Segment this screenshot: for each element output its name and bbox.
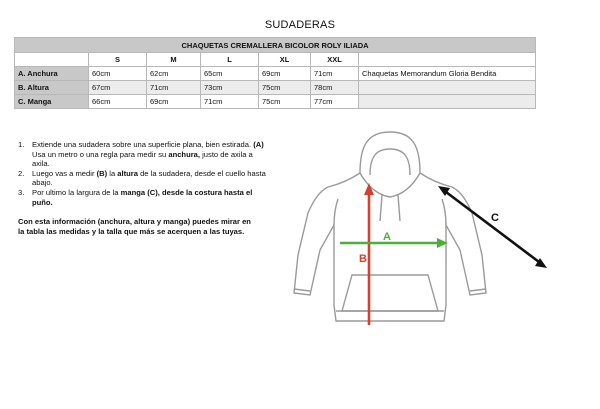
row-label: A. Anchura <box>15 67 89 81</box>
table-cell: 62cm <box>147 67 201 81</box>
table-cell: 77cm <box>311 95 359 109</box>
instruction-step <box>18 188 268 207</box>
table-cell: 65cm <box>201 67 259 81</box>
row-label: C. Manga <box>15 95 89 109</box>
table-cell: 67cm <box>89 81 147 95</box>
step-text: Extiende una sudadera sobre una superficie plana, bien estirada. <box>32 140 254 149</box>
label-a: A <box>383 231 391 243</box>
table-cell: 60cm <box>89 67 147 81</box>
summary-text: Con esta información (anchura, altura y manga) puedes mirar en la tabla las medidas y la talla que más se acerquen a las tuyas. <box>18 217 251 236</box>
step-emphasis: (B) <box>96 168 108 178</box>
step-text: de la sudadera, desde el cuello hasta abajo. <box>32 168 266 188</box>
table-blank-cell <box>359 81 536 95</box>
instruction-step <box>18 140 268 169</box>
step-number: 1. <box>18 140 25 149</box>
table-row <box>15 95 536 109</box>
table-cell: 78cm <box>311 81 359 95</box>
size-header: S <box>89 53 147 67</box>
hoodie-measurement-diagram <box>290 125 560 330</box>
size-header-row <box>15 53 536 67</box>
table-cell: 71cm <box>147 81 201 95</box>
step-text: justo de axila a axila. <box>32 149 253 169</box>
step-emphasis: anchura, <box>168 149 200 159</box>
instruction-step <box>18 169 268 188</box>
page-title: SUDADERAS <box>264 19 336 31</box>
header-blank-cell <box>359 53 536 67</box>
label-b: B <box>359 253 367 265</box>
step-text: Usa un metro o una regla para medir su <box>32 149 169 159</box>
table-cell: 71cm <box>311 67 359 81</box>
step-emphasis: (A) <box>253 140 264 149</box>
width-measurement-arrow <box>340 238 448 248</box>
step-emphasis: altura <box>117 168 138 178</box>
table-row <box>15 67 536 81</box>
header-blank-cell <box>15 53 89 67</box>
table-cell: 73cm <box>201 81 259 95</box>
size-header: L <box>201 53 259 67</box>
size-chart-table <box>14 37 536 109</box>
table-cell: 66cm <box>89 95 147 109</box>
size-header: XL <box>259 53 311 67</box>
table-row <box>15 81 536 95</box>
size-header: XXL <box>311 53 359 67</box>
table-title: CHAQUETAS CREMALLERA BICOLOR ROLY ILIADA <box>15 38 536 53</box>
step-text: la <box>107 168 118 178</box>
table-cell: 71cm <box>201 95 259 109</box>
table-cell: 75cm <box>259 81 311 95</box>
step-number: 2. <box>18 168 25 178</box>
step-text: Luego vas a medir <box>32 168 97 178</box>
size-header: M <box>147 53 201 67</box>
table-cell: 69cm <box>147 95 201 109</box>
step-number: 3. <box>18 187 25 197</box>
table-cell: 69cm <box>259 67 311 81</box>
step-text: Por ultimo la largura de la <box>32 187 121 197</box>
table-note: Chaquetas Memorandum Gloria Bendita <box>359 67 536 81</box>
row-label: B. Altura <box>15 81 89 95</box>
table-blank-cell <box>359 95 536 109</box>
step-emphasis: manga (C), desde la costura hasta el puño. <box>32 187 253 207</box>
hoodie-outline <box>294 132 486 321</box>
label-c: C <box>491 212 499 224</box>
sleeve-measurement-arrow <box>438 186 547 268</box>
table-cell: 75cm <box>259 95 311 109</box>
measuring-instructions <box>18 140 268 237</box>
